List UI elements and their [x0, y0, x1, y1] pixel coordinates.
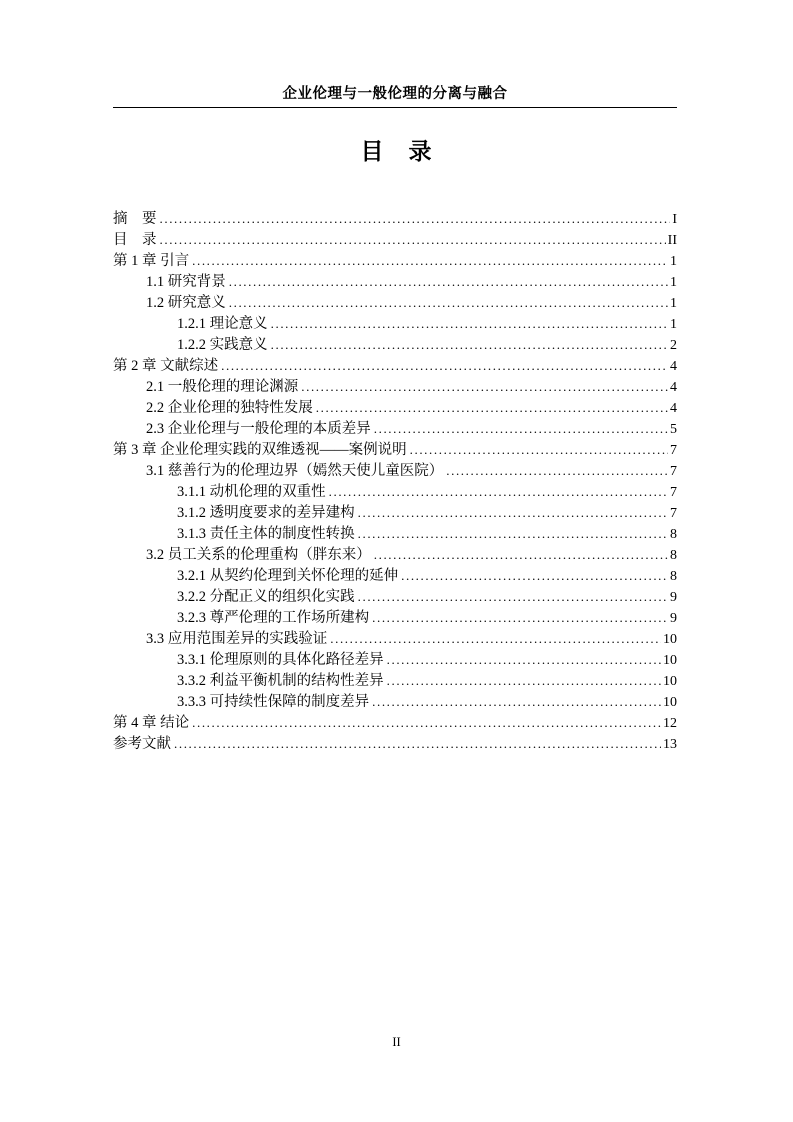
toc-entry-page-number: 10 [663, 632, 677, 647]
toc-entry[interactable] [113, 292, 677, 313]
toc-dot-leader [401, 565, 668, 586]
toc-entry[interactable] [113, 397, 677, 418]
toc-entry[interactable] [113, 649, 677, 670]
toc-entry-page-number: 4 [670, 359, 677, 374]
toc-entry-page-number: 1 [670, 317, 677, 332]
toc-entry-page-number: 1 [670, 296, 677, 311]
toc-entry-page-number: 2 [670, 338, 677, 353]
toc-entry[interactable] [113, 523, 677, 544]
toc-dot-leader [446, 460, 668, 481]
toc-dot-leader [221, 355, 668, 376]
toc-entry[interactable] [113, 691, 677, 712]
toc-dot-leader [358, 523, 668, 544]
toc-entry-page-number: 5 [670, 422, 677, 437]
toc-entry-label: 1.2.1 理论意义 [177, 316, 268, 332]
toc-entry[interactable] [113, 376, 677, 397]
toc-dot-leader [160, 208, 671, 229]
toc-dot-leader [316, 397, 668, 418]
toc-dot-leader [229, 292, 668, 313]
toc-entry-page-number: 1 [670, 254, 677, 269]
toc-entry-page-number: 13 [663, 737, 677, 752]
toc-entry[interactable] [113, 712, 677, 733]
toc-entry-page-number: 7 [670, 464, 677, 479]
toc-entry-label: 3.3.3 可持续性保障的制度差异 [177, 694, 370, 710]
toc-entry[interactable] [113, 313, 677, 334]
toc-entry-label: 1.2.2 实践意义 [177, 337, 268, 353]
toc-dot-leader [329, 481, 668, 502]
toc-entry-label: 第 2 章 文献综述 [113, 358, 219, 374]
toc-entry-label: 参考文献 [113, 736, 171, 752]
toc-entry-label: 3.2.2 分配正义的组织化实践 [177, 589, 355, 605]
toc-entry[interactable] [113, 418, 677, 439]
running-header-title: 企业伦理与一般伦理的分离与融合 [282, 86, 508, 102]
page-title: 目 录 [360, 138, 433, 164]
toc-dot-leader [330, 628, 661, 649]
toc-dot-leader [301, 376, 668, 397]
toc-entry[interactable] [113, 208, 677, 229]
toc-entry-page-number: 8 [670, 548, 677, 563]
toc-dot-leader [358, 502, 668, 523]
toc-dot-leader [372, 607, 668, 628]
toc-entry-page-number: 7 [670, 485, 677, 500]
table-of-contents [113, 208, 677, 754]
toc-dot-leader [192, 712, 661, 733]
toc-entry-page-number: 10 [663, 695, 677, 710]
toc-dot-leader [358, 586, 668, 607]
toc-entry-label: 第 4 章 结论 [113, 715, 190, 731]
toc-entry-page-number: I [672, 212, 677, 227]
toc-dot-leader [387, 670, 661, 691]
toc-entry[interactable] [113, 250, 677, 271]
toc-entry-label: 3.1.3 责任主体的制度性转换 [177, 526, 355, 542]
toc-entry[interactable] [113, 607, 677, 628]
toc-entry-page-number: II [667, 233, 677, 248]
toc-dot-leader [374, 418, 668, 439]
toc-entry-page-number: 12 [663, 716, 677, 731]
toc-entry[interactable] [113, 544, 677, 565]
toc-entry-page-number: 7 [670, 443, 677, 458]
toc-entry-label: 3.2.1 从契约伦理到关怀伦理的延伸 [177, 568, 399, 584]
toc-entry-page-number: 7 [670, 506, 677, 521]
toc-entry-label: 3.3.2 利益平衡机制的结构性差异 [177, 673, 384, 689]
page-footer [0, 1034, 793, 1050]
toc-entry[interactable] [113, 481, 677, 502]
toc-dot-leader [229, 271, 668, 292]
toc-entry-label: 1.1 研究背景 [146, 274, 226, 290]
toc-entry-label: 3.2 员工关系的伦理重构（胖东来） [146, 547, 371, 563]
toc-entry-label: 第 1 章 引言 [113, 253, 190, 269]
toc-entry[interactable] [113, 229, 677, 250]
toc-entry-label: 第 3 章 企业伦理实践的双维透视——案例说明 [113, 442, 407, 458]
toc-entry-page-number: 9 [670, 590, 677, 605]
toc-entry-label: 3.1.1 动机伦理的双重性 [177, 484, 326, 500]
toc-dot-leader [192, 250, 668, 271]
toc-entry[interactable] [113, 439, 677, 460]
toc-entry-label: 2.1 一般伦理的理论渊源 [146, 379, 299, 395]
toc-entry-label: 3.1.2 透明度要求的差异建构 [177, 505, 355, 521]
toc-entry[interactable] [113, 460, 677, 481]
toc-entry[interactable] [113, 586, 677, 607]
toc-entry-page-number: 8 [670, 569, 677, 584]
toc-entry-label: 摘 要 [113, 211, 157, 227]
footer-page-number: II [392, 1035, 401, 1049]
toc-entry[interactable] [113, 271, 677, 292]
toc-dot-leader [372, 691, 661, 712]
toc-entry-page-number: 4 [670, 380, 677, 395]
toc-entry[interactable] [113, 628, 677, 649]
toc-dot-leader [387, 649, 661, 670]
toc-entry-page-number: 10 [663, 653, 677, 668]
toc-entry-label: 3.2.3 尊严伦理的工作场所建构 [177, 610, 370, 626]
toc-dot-leader [174, 733, 661, 754]
toc-entry[interactable] [113, 502, 677, 523]
toc-entry-label: 2.3 企业伦理与一般伦理的本质差异 [146, 421, 371, 437]
toc-entry[interactable] [113, 733, 677, 754]
toc-entry-page-number: 8 [670, 527, 677, 542]
toc-entry-label: 目 录 [113, 232, 157, 248]
toc-entry-page-number: 9 [670, 611, 677, 626]
toc-entry[interactable] [113, 670, 677, 691]
toc-entry-page-number: 4 [670, 401, 677, 416]
toc-entry-label: 3.3 应用范围差异的实践验证 [146, 631, 328, 647]
toc-entry-label: 3.3.1 伦理原则的具体化路径差异 [177, 652, 384, 668]
toc-dot-leader [410, 439, 668, 460]
toc-entry[interactable] [113, 355, 677, 376]
toc-entry-label: 1.2 研究意义 [146, 295, 226, 311]
toc-entry-label: 3.1 慈善行为的伦理边界（嫣然天使儿童医院） [146, 463, 444, 479]
toc-dot-leader [271, 313, 668, 334]
toc-entry[interactable] [113, 565, 677, 586]
toc-entry-page-number: 1 [670, 275, 677, 290]
toc-dot-leader [374, 544, 668, 565]
toc-entry-page-number: 10 [663, 674, 677, 689]
toc-entry[interactable] [113, 334, 677, 355]
toc-dot-leader [160, 229, 666, 250]
running-header [113, 86, 677, 108]
toc-entry-label: 2.2 企业伦理的独特性发展 [146, 400, 313, 416]
toc-dot-leader [271, 334, 668, 355]
